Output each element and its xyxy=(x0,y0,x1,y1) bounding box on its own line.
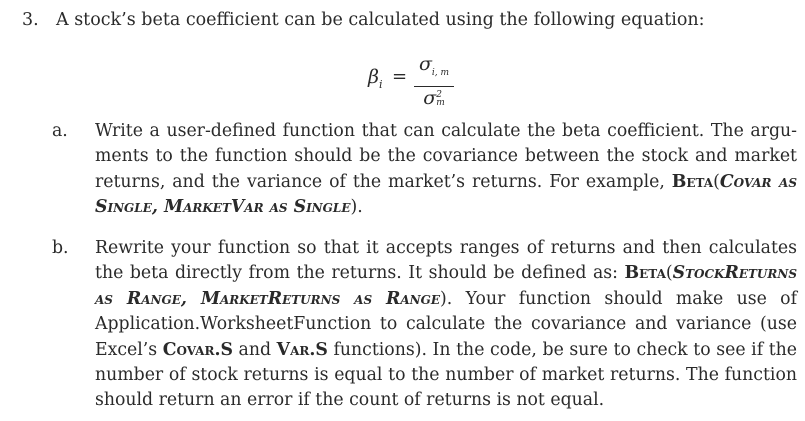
denominator-scripts xyxy=(436,91,445,107)
denominator-superscript: 2 xyxy=(436,89,442,100)
signature-arg-stockreturns: StockReturns xyxy=(672,263,797,284)
equation-lhs xyxy=(368,66,383,91)
signature-type-single-2: Single xyxy=(293,197,351,218)
sub-item-a xyxy=(52,119,797,221)
signature-open-paren-b: ( xyxy=(665,263,673,284)
signature-as-keyword: as xyxy=(771,171,797,192)
sub-item-b xyxy=(52,236,797,414)
function-name-beta-b: Beta xyxy=(624,263,666,284)
signature-arg-marketvar: MarketVar xyxy=(163,197,264,218)
sub-item-text-b-3: and xyxy=(232,339,277,360)
sub-item-label-a: a. xyxy=(52,121,68,141)
sub-item-body-b xyxy=(95,236,797,414)
signature-close-b: ). xyxy=(440,288,453,309)
sub-item-text-b-4: functions). In the code, be sure to check to see if the number of stock returns is equal to the number of market returns. The function should return an error if the count of returns is not equal. xyxy=(95,339,798,411)
sigma-symbol: σ xyxy=(418,53,432,75)
sigma-symbol-denominator: σ xyxy=(423,86,437,109)
function-name-covar-s: Covar.S xyxy=(162,339,233,360)
equals-sign: = xyxy=(392,66,408,87)
beta-subscript: i xyxy=(378,77,383,91)
signature-separator: , xyxy=(151,197,164,218)
function-name-beta: Beta xyxy=(671,171,714,192)
beta-symbol: β xyxy=(368,66,379,88)
fraction-denominator xyxy=(416,87,452,109)
sub-item-text-b-1: Rewrite your function so that it accepts ranges of returns and then calculates the beta directly from the returns. It should be defined as: xyxy=(95,238,797,284)
signature-type-range: Range xyxy=(126,288,181,309)
sub-item-body-a xyxy=(95,119,797,221)
question-number: 3. xyxy=(22,10,39,30)
fraction-numerator xyxy=(416,52,452,85)
signature-as-keyword-2: as xyxy=(263,197,294,218)
signature-close: ). xyxy=(350,197,363,218)
signature-separator-b: , xyxy=(180,288,201,309)
sub-item-text-b-2: Your function should make use of Application.WorksheetFunction to calculate the covariance and variance (use Excel’s xyxy=(95,288,797,360)
sub-item-text-a: Write a user-defined function that can calculate the beta coefficient. The arguments to the function should be the covariance between the stock and market returns, and the variance of the market’s returns. For example, xyxy=(95,121,797,192)
numerator-subscript: i, m xyxy=(431,67,450,78)
question-heading xyxy=(22,9,705,31)
equation-fraction xyxy=(416,52,452,109)
question-intro: A stock’s beta coefficient can be calculated using the following equation: xyxy=(56,10,705,30)
signature-as-keyword-b: as xyxy=(95,288,127,309)
signature-type-single: Single xyxy=(95,197,152,218)
signature-open-paren: ( xyxy=(713,171,720,192)
signature-arg-covar: Covar xyxy=(719,171,772,192)
sub-item-label-b: b. xyxy=(52,238,69,258)
beta-equation xyxy=(368,52,488,110)
denominator-subscript: m xyxy=(436,97,445,108)
signature-as-keyword-b-2: as xyxy=(340,288,386,309)
signature-arg-marketreturns: MarketReturns xyxy=(200,288,341,309)
signature-type-range-2: Range xyxy=(385,288,441,309)
function-name-var-s: Var.S xyxy=(276,339,328,360)
